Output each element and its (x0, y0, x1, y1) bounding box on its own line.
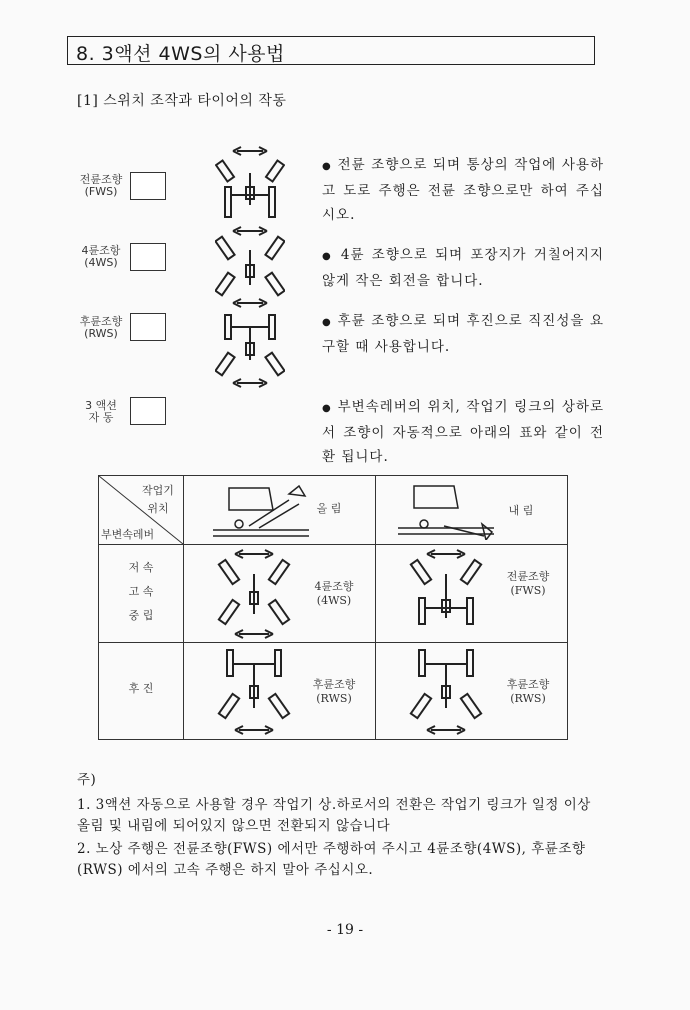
notes-heading: 주) (77, 772, 97, 788)
page-title: 8. 3액션 4WS의 사용법 (76, 43, 285, 65)
note-item-2: 2. 노상 주행은 전륜조향(FWS) 에서만 주행하여 주시고 4륜조향(4WS), 후륜조향(RWS) 에서의 고속 주행은 하지 말아 주십시오. (77, 841, 586, 878)
switch-label-rws: 후륜조향 (RWS) (79, 315, 123, 340)
switch-label-4ws: 4륜조항 (4WS) (81, 244, 121, 269)
switch-label-fws: 전륜조향 (FWS) (79, 173, 123, 198)
switch-label-auto: 3 액션 자 동 (85, 399, 117, 424)
note-item-1: 1. 3액션 자동으로 사용할 경우 작업기 상.하로서의 전환은 작업기 링크가 일정 이상 올림 및 내림에 되어있지 않으면 전환되지 않습니다 (77, 797, 591, 834)
table-fws-diagram-icon (409, 548, 484, 640)
auto-mode-table (98, 475, 568, 740)
desc-auto: ● 부변속레버의 위치, 작업기 링크의 상하로서 조향이 자동적으로 아래의 표와 같이 전환 됩니다. (322, 399, 604, 465)
table-rws-down-diagram-icon (409, 646, 484, 738)
switch-box-rws (130, 313, 166, 341)
section-title: [1] 스위치 조작과 타이어의 작동 (77, 93, 287, 109)
corner-top-label: 작업기 위치 (142, 484, 174, 515)
implement-raised-icon (209, 480, 319, 540)
r2-down-mode: 후륜조향 (RWS) (506, 678, 550, 705)
table-4ws-diagram-icon (217, 548, 292, 640)
row2-label: 후 진 (128, 682, 154, 695)
corner-bottom-label: 부변속레버 (101, 528, 155, 541)
row1-label: 저 속 고 속 중 립 (128, 561, 154, 622)
page-number: - 19 - (326, 922, 364, 938)
r1-up-mode: 4륜조향 (4WS) (314, 580, 354, 607)
steering-diagram-icon (215, 145, 285, 390)
switch-box-auto (130, 397, 166, 425)
switch-box-4ws (130, 243, 166, 271)
notes (77, 770, 607, 881)
r2-up-mode: 후륜조향 (RWS) (312, 678, 356, 705)
page-title-box (67, 36, 595, 65)
r1-down-mode: 전륜조향 (FWS) (506, 570, 550, 597)
desc-fws: ● 전륜 조향으로 되며 통상의 작업에 사용하고 도로 주행은 전륜 조향으로만 하여 주십시오. (322, 157, 605, 223)
col-up-label: 올 림 (316, 502, 342, 515)
desc-4ws: ● 4륜 조향으로 되며 포장지가 거칠어지지 않게 작은 회전을 합니다. (322, 247, 604, 289)
implement-lowered-icon (394, 480, 504, 540)
table-rws-up-diagram-icon (217, 646, 292, 738)
switch-box-fws (130, 172, 166, 200)
col-down-label: 내 림 (508, 504, 534, 517)
desc-rws: ● 후륜 조향으로 되며 후진으로 직진성을 요구할 때 사용합니다. (322, 313, 605, 355)
